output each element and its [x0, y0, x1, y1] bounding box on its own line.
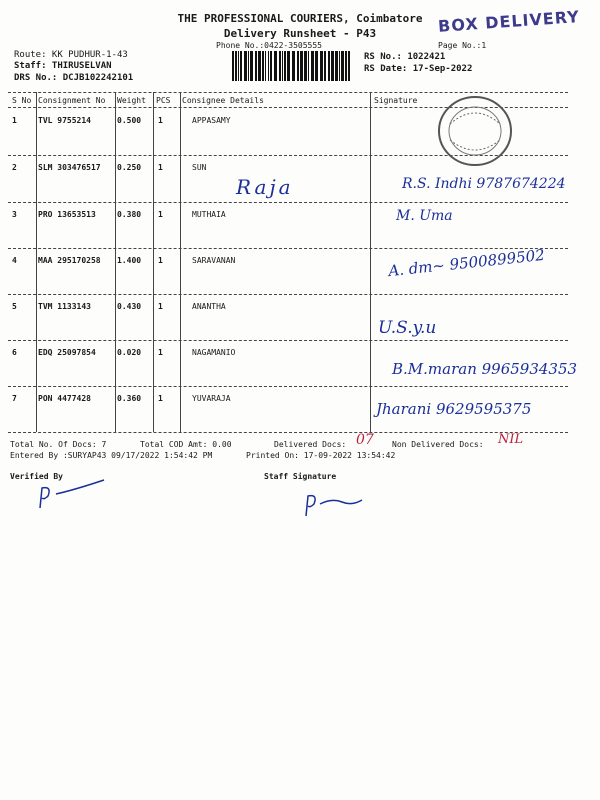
- row-1-sno: 1: [12, 116, 17, 125]
- rs-date: RS Date: 17-Sep-2022: [364, 64, 473, 74]
- row-2-consignment: SLM 303476517: [38, 163, 101, 172]
- row-divider: [8, 340, 568, 341]
- row-3-consignment: PRO 13653513: [38, 210, 96, 219]
- row-6-consignment: EDQ 25097854: [38, 348, 96, 357]
- col-consignee: Consignee Details: [182, 96, 264, 105]
- col-sno: S No: [12, 96, 32, 105]
- total-docs: Total No. Of Docs: 7: [10, 440, 107, 449]
- row-divider: [8, 386, 568, 387]
- company-title: THE PROFESSIONAL COURIERS, Coimbatore: [177, 12, 423, 25]
- signature-row-2: R.S. Indhi 9787674224: [402, 176, 566, 192]
- row-divider: [8, 294, 568, 295]
- row-7-pcs: 1: [158, 394, 163, 403]
- row-4-consignee: SARAVANAN: [192, 256, 236, 265]
- signature-row-4: A. dm~ 9500899502: [387, 245, 546, 281]
- row-6-consignee: NAGAMANIO: [192, 348, 236, 357]
- col-signature: Signature: [374, 96, 418, 105]
- row-2-weight: 0.250: [117, 163, 142, 172]
- phone-number: Phone No.:0422-3505555: [216, 41, 322, 50]
- row-6-sno: 6: [12, 348, 17, 357]
- delivered-docs-label: Delivered Docs:: [274, 440, 347, 449]
- row-5-consignment: TVM 1133143: [38, 302, 91, 311]
- signature-row-3: M. Uma: [396, 208, 453, 224]
- row-4-sno: 4: [12, 256, 17, 265]
- row-6-weight: 0.020: [117, 348, 142, 357]
- row-2-pcs: 1: [158, 163, 163, 172]
- row-5-consignee: ANANTHA: [192, 302, 226, 311]
- row-5-sno: 5: [12, 302, 17, 311]
- page-number: Page No.:1: [438, 41, 487, 50]
- signature-row-5: U.S.y.u: [378, 318, 437, 338]
- row-5-weight: 0.430: [117, 302, 142, 311]
- handwritten-raja: Raja: [236, 175, 294, 199]
- col-consignment: Consignment No: [38, 96, 106, 105]
- row-3-sno: 3: [12, 210, 17, 219]
- runsheet-title: Delivery Runsheet - P43: [223, 27, 377, 40]
- signature-row-7: Jharani 9629595375: [376, 400, 532, 418]
- row-1-pcs: 1: [158, 116, 163, 125]
- staff-signature: [302, 486, 382, 522]
- barcode: [232, 51, 352, 81]
- drs-number: DRS No.: DCJB102242101: [14, 73, 134, 83]
- total-cod: Total COD Amt: 0.00: [140, 440, 232, 449]
- round-seal-stamp: [436, 94, 514, 168]
- column-line: [36, 92, 37, 432]
- row-7-consignee: YUVARAJA: [192, 394, 231, 403]
- row-2-consignee: SUN: [192, 163, 207, 172]
- row-7-weight: 0.360: [117, 394, 142, 403]
- route: Route: KK PUDHUR-1-43: [14, 50, 128, 60]
- row-7-sno: 7: [12, 394, 17, 403]
- box-delivery-stamp: BOX DELIVERY: [437, 7, 581, 36]
- col-weight: Weight: [117, 96, 146, 105]
- row-6-pcs: 1: [158, 348, 163, 357]
- divider: [8, 92, 568, 93]
- row-divider: [8, 432, 568, 433]
- row-1-consignee: APPASAMY: [192, 116, 231, 125]
- row-4-consignment: MAA 295170258: [38, 256, 101, 265]
- row-4-weight: 1.400: [117, 256, 142, 265]
- non-delivered-value: NIL: [498, 432, 524, 447]
- row-3-consignee: MUTHAIA: [192, 210, 226, 219]
- row-5-pcs: 1: [158, 302, 163, 311]
- row-3-weight: 0.380: [117, 210, 142, 219]
- row-divider: [8, 202, 568, 203]
- printed-on: Printed On: 17-09-2022 13:54:42: [246, 451, 396, 460]
- column-line: [153, 92, 154, 432]
- verified-by-label: Verified By: [10, 472, 63, 481]
- column-line: [180, 92, 181, 432]
- row-2-sno: 2: [12, 163, 17, 172]
- non-delivered-label: Non Delivered Docs:: [392, 440, 484, 449]
- row-1-weight: 0.500: [117, 116, 142, 125]
- row-1-consignment: TVL 9755214: [38, 116, 91, 125]
- staff: Staff: THIRUSELVAN: [14, 61, 112, 71]
- verified-signature: [34, 478, 124, 518]
- column-line: [115, 92, 116, 432]
- delivered-docs-value: 07: [356, 432, 374, 448]
- row-3-pcs: 1: [158, 210, 163, 219]
- row-4-pcs: 1: [158, 256, 163, 265]
- row-7-consignment: PON 4477428: [38, 394, 91, 403]
- row-divider: [8, 248, 568, 249]
- column-line: [370, 92, 371, 432]
- entered-by: Entered By :SURYAP43 09/17/2022 1:54:42 PM: [10, 451, 213, 460]
- signature-row-6: B.M.maran 9965934353: [392, 360, 578, 378]
- rs-number: RS No.: 1022421: [364, 52, 446, 62]
- col-pcs: PCS: [156, 96, 171, 105]
- staff-signature-label: Staff Signature: [264, 472, 337, 481]
